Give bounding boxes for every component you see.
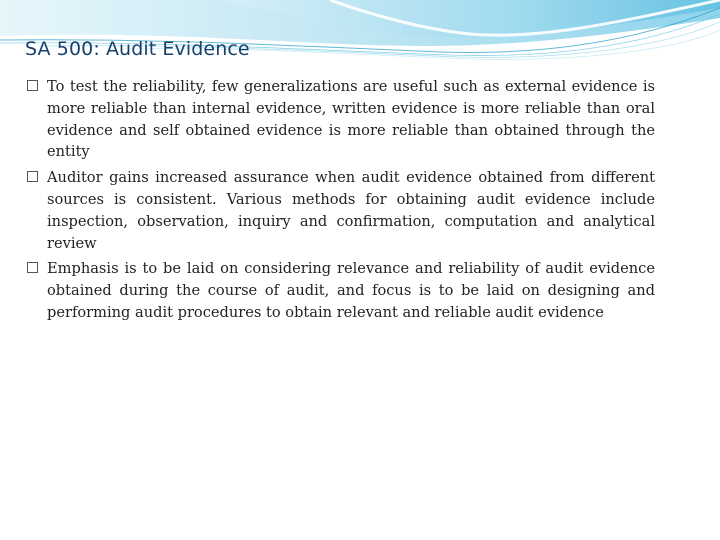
square-bullet-icon — [27, 262, 38, 273]
slide-title: SA 500: Audit Evidence — [25, 38, 250, 60]
bullet-item — [27, 167, 655, 254]
bullet-text: To test the reliability, few generalizations are useful such as external evidence is more reliable than internal evidence, written evidence is more reliable than oral evidence and self obtained evidence is more reliable than obtained through the entity — [47, 78, 655, 161]
bullet-text: Auditor gains increased assurance when audit evidence obtained from different sources is consistent. Various methods for obtaining audit evidence include inspection, observation, inquiry and confirmation, computation and analytical review — [47, 169, 655, 252]
square-bullet-icon — [27, 171, 38, 182]
bullet-text: Emphasis is to be laid on considering relevance and reliability of audit evidence obtained during the course of audit, and focus is to be laid on designing and performing audit procedures to obtain relevant and reliable audit evidence — [47, 260, 655, 321]
bullet-item — [27, 258, 655, 323]
bullet-item — [27, 76, 655, 163]
bullet-list — [27, 76, 655, 328]
square-bullet-icon — [27, 80, 38, 91]
